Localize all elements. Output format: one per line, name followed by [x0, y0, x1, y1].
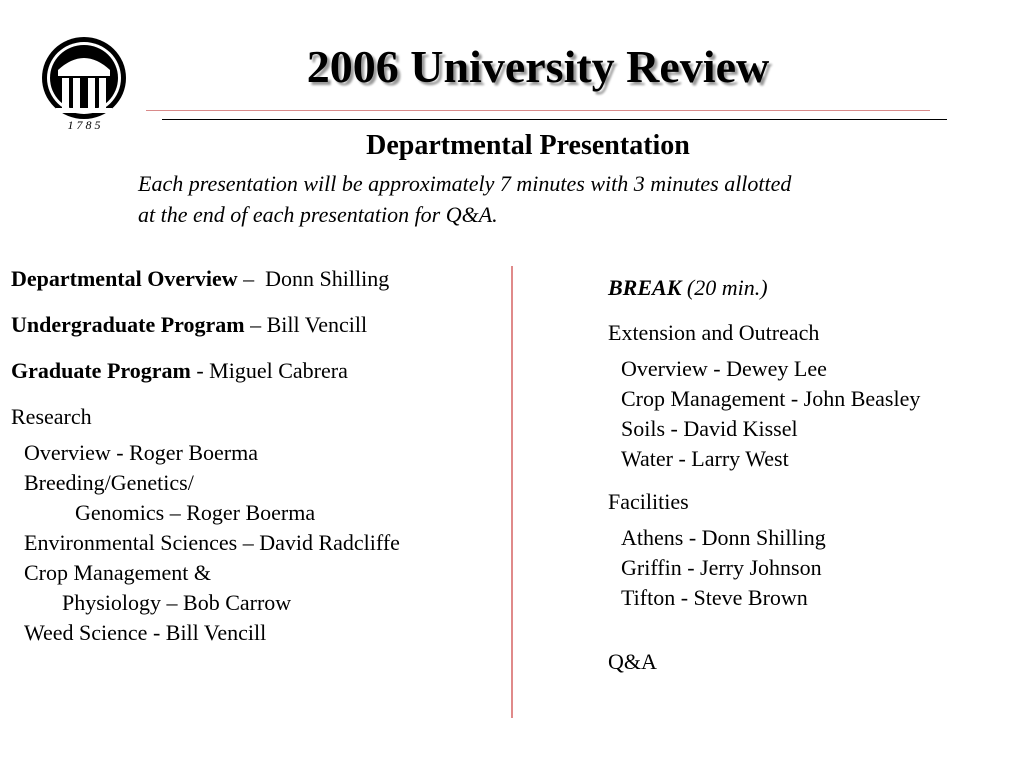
list-item: Breeding/Genetics/ — [24, 470, 194, 495]
extension-list — [621, 354, 920, 474]
university-arch-logo — [38, 36, 134, 136]
list-item: Water - Larry West — [621, 446, 789, 471]
break-label: BREAK — [608, 275, 682, 300]
intro-text — [138, 168, 928, 230]
title-rule-red — [146, 110, 930, 111]
list-item: Athens - Donn Shilling — [621, 525, 826, 550]
agenda-item-break — [608, 273, 768, 303]
facilities-heading: Facilities — [608, 489, 689, 514]
list-item: Genomics – Roger Boerma — [75, 500, 316, 525]
break-duration: (20 min.) — [681, 275, 768, 300]
logo-year-text: 1 7 8 5 — [67, 118, 101, 132]
list-item: Physiology – Bob Carrow — [62, 590, 292, 615]
list-item: Soils - David Kissel — [621, 416, 798, 441]
agenda-item-overview — [11, 264, 389, 294]
research-heading: Research — [11, 404, 92, 429]
agenda-item-graduate — [11, 356, 348, 386]
research-list — [24, 438, 400, 648]
page-title: 2006 University Review — [306, 41, 770, 92]
list-item: Tifton - Steve Brown — [621, 585, 808, 610]
grad-separator: - — [190, 358, 210, 383]
grad-presenter: Miguel Cabrera — [209, 358, 348, 383]
overview-presenter: Donn Shilling — [265, 266, 390, 291]
undergrad-separator: – — [244, 312, 267, 337]
grad-label: Graduate Program — [11, 358, 191, 383]
overview-label: Departmental Overview — [11, 266, 238, 291]
list-item: Overview - Dewey Lee — [621, 356, 827, 381]
list-item: Griffin - Jerry Johnson — [621, 555, 822, 580]
list-item: Crop Management - John Beasley — [621, 386, 921, 411]
list-item: Environmental Sciences – David Radcliffe — [24, 530, 400, 555]
extension-heading: Extension and Outreach — [608, 320, 820, 345]
intro-line-2: at the end of each presentation for Q&A. — [138, 202, 498, 227]
list-item: Weed Science - Bill Vencill — [24, 620, 267, 645]
section-subtitle: Departmental Presentation — [366, 130, 690, 161]
qa-heading: Q&A — [608, 649, 657, 674]
agenda-item-undergraduate — [11, 310, 367, 340]
title-rule-black — [162, 119, 947, 120]
list-item: Crop Management & — [24, 560, 211, 585]
overview-separator: – — [237, 266, 266, 291]
undergrad-label: Undergraduate Program — [11, 312, 245, 337]
intro-line-1: Each presentation will be approximately 7 minutes with 3 minutes allotted — [138, 171, 792, 196]
undergrad-presenter: Bill Vencill — [266, 312, 368, 337]
column-divider — [511, 266, 513, 718]
facilities-list — [621, 523, 826, 613]
list-item: Overview - Roger Boerma — [24, 440, 258, 465]
